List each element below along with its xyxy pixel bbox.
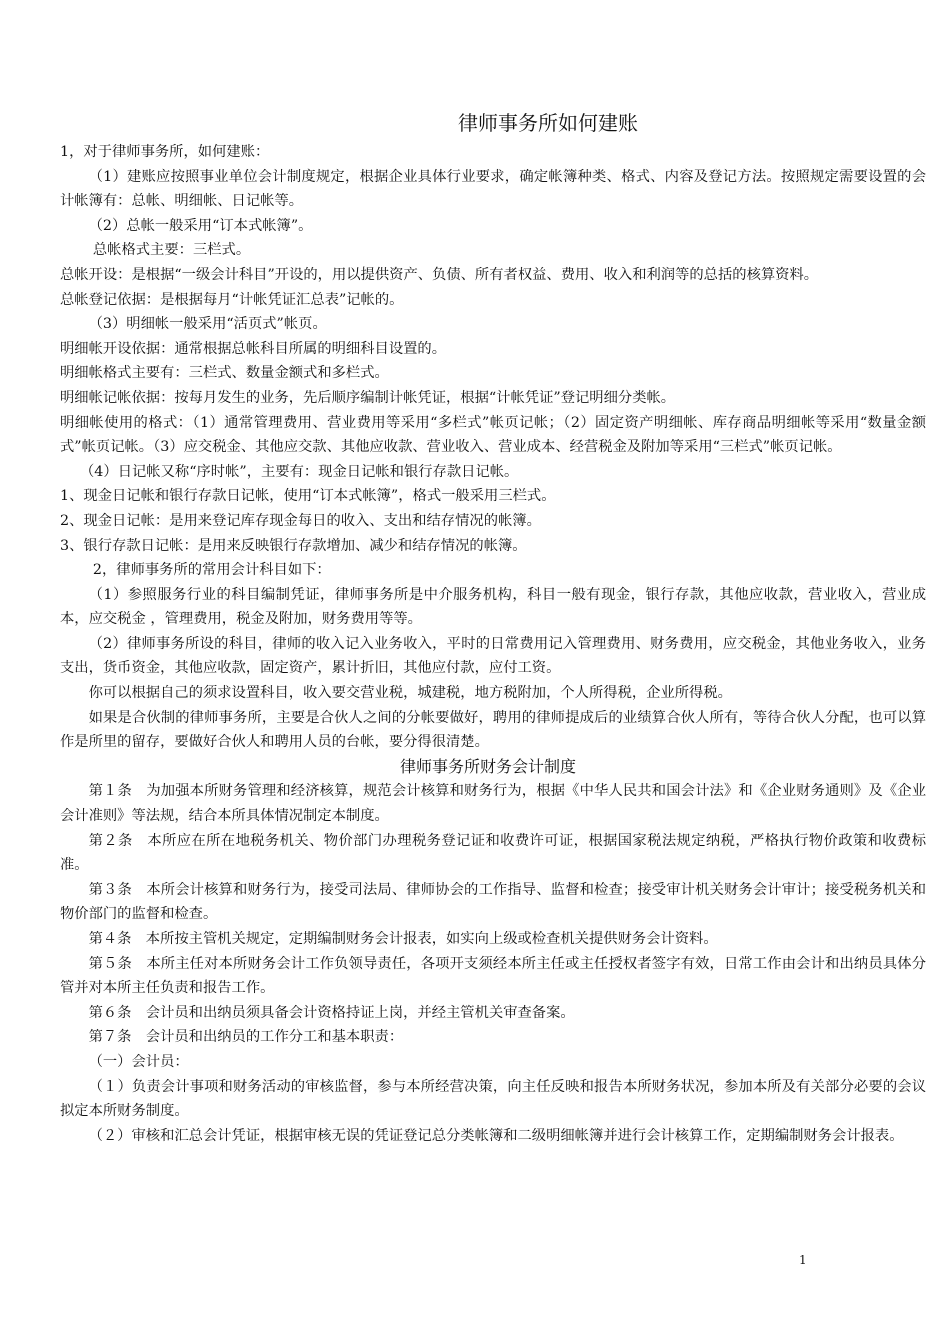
article-paragraph: 第４条 本所按主管机关规定，定期编制财务会计报表，如实向上级或检查机关提供财务会计资料。 <box>88 931 718 947</box>
paragraph: 你可以根据自己的须求设置科目，收入要交营业税，城建税，地方税附加，个人所得税，企业所得税。 <box>88 685 732 702</box>
paragraph: 2，律师事务所的常用会计科目如下： <box>92 562 331 579</box>
paragraph: 明细帐开设依据：通常根据总帐科目所属的明细科目设置的。 <box>60 340 447 357</box>
page-number: 1 <box>799 1253 807 1267</box>
document-page <box>60 106 926 1148</box>
paragraph: 如果是合伙制的律师事务所，主要是合伙人之间的分帐要做好，聘用的律师提成后的业绩算合伙人所有，等待合伙人分配，也可以算作是所里的留存，要做好合伙人和聘用人员的台帐，要分得很清楚。 <box>60 709 926 751</box>
article-paragraph: 第５条 本所主任对本所财务会计工作负领导责任，各项开支须经本所主任或主任授权者签字有效，日常工作由会计和出纳员具体分管并对本所主任负责和报告工作。 <box>60 955 926 997</box>
paragraph: （3）明细帐一般采用“活页式”帐页。 <box>88 316 327 333</box>
article-paragraph: 第１条 为加强本所财务管理和经济核算，规范会计核算和财务行为，根据《中华人民共和国会计法》和《企业财务通则》及《企业会计准则》等法规，结合本所具体情况制定本制度。 <box>60 783 926 825</box>
paragraph: （2）律师事务所设的科目，律师的收入记入业务收入，平时的日常费用记入管理费用、财务费用，应交税金，其他业务收入，业务支出，货币资金，其他应收款，固定资产，累计折旧，其他应付款，应付工资。 <box>60 635 926 677</box>
article-paragraph: （一）会计员： <box>88 1053 189 1070</box>
paragraph: 总帐开设：是根据“一级会计科目”开设的，用以提供资产、负债、所有者权益、费用、收入和利润等的总括的核算资料。 <box>60 266 819 283</box>
paragraph: （4）日记帐又称“序时帐”，主要有：现金日记帐和银行存款日记帐。 <box>80 463 519 480</box>
paragraph: 1，对于律师事务所，如何建账： <box>60 144 270 160</box>
paragraph: 1、现金日记帐和银行存款日记帐，使用“订本式帐簿”，格式一般采用三栏式。 <box>60 488 556 505</box>
paragraph: 3、银行存款日记帐：是用来反映银行存款增加、减少和结存情况的帐簿。 <box>60 537 527 554</box>
paragraph: 明细帐记帐依据：按每月发生的业务，先后顺序编制计帐凭证，根据“计帐凭证”登记明细分类帐。 <box>60 389 676 406</box>
article-paragraph: 第７条 会计员和出纳员的工作分工和基本职责： <box>88 1029 404 1046</box>
paragraph: 明细帐格式主要有：三栏式、数量金额式和多栏式。 <box>60 365 389 382</box>
section-subtitle: 律师事务所财务会计制度 <box>399 756 576 776</box>
paragraph: 总帐登记依据：是根据每月“计帐凭证汇总表”记帐的。 <box>60 291 404 308</box>
paragraph: （1）参照服务行业的科目编制凭证，律师事务所是中介服务机构，科目一般有现金，银行存款，其他应收款，营业收入，营业成本，应交税金 ，管理费用，税金及附加，财务费用等等。 <box>60 586 926 628</box>
document-title: 律师事务所如何建账 <box>458 111 638 135</box>
paragraph: 总帐格式主要：三栏式。 <box>92 242 251 259</box>
article-paragraph: 第３条 本所会计核算和财务行为，接受司法局、律师协会的工作指导、监督和检查；接受审计机关财务会计审计；接受税务机关和物价部门的监督和检查。 <box>60 881 926 923</box>
paragraph: 明细帐使用的格式：（1）通常管理费用、营业费用等采用“多栏式”帐页记帐；（2）固定资产明细帐、库存商品明细帐等采用“数量金额式”帐页记帐。（3）应交税金、其他应交款、其他应收款、营业收入、营业成本、经营税金及附加等采用“三栏式”帐页记帐。 <box>60 414 926 456</box>
article-paragraph: 第２条 本所应在所在地税务机关、物价部门办理税务登记证和收费许可证，根据国家税法规定纳税，严格执行物价政策和收费标准。 <box>60 832 926 874</box>
article-paragraph: （１）负责会计事项和财务活动的审核监督，参与本所经营决策，向主任反映和报告本所财务状况，参加本所及有关部分必要的会议拟定本所财务制度。 <box>60 1078 926 1120</box>
paragraph: （1）建账应按照事业单位会计制度规定，根据企业具体行业要求，确定帐簿种类、格式、内容及登记方法。按照规定需要设置的会计帐簿有：总帐、明细帐、日记帐等。 <box>60 168 926 210</box>
paragraph: （2）总帐一般采用“订本式帐簿”。 <box>88 217 313 234</box>
article-paragraph: （２）审核和汇总会计凭证，根据审核无误的凭证登记总分类帐簿和二级明细帐簿并进行会计核算工作，定期编制财务会计报表。 <box>88 1127 904 1144</box>
paragraph: 2、现金日记帐：是用来登记库存现金每日的收入、支出和结存情况的帐簿。 <box>60 512 541 529</box>
article-paragraph: 第６条 会计员和出纳员须具备会计资格持证上岗，并经主管机关审查备案。 <box>88 1004 575 1021</box>
